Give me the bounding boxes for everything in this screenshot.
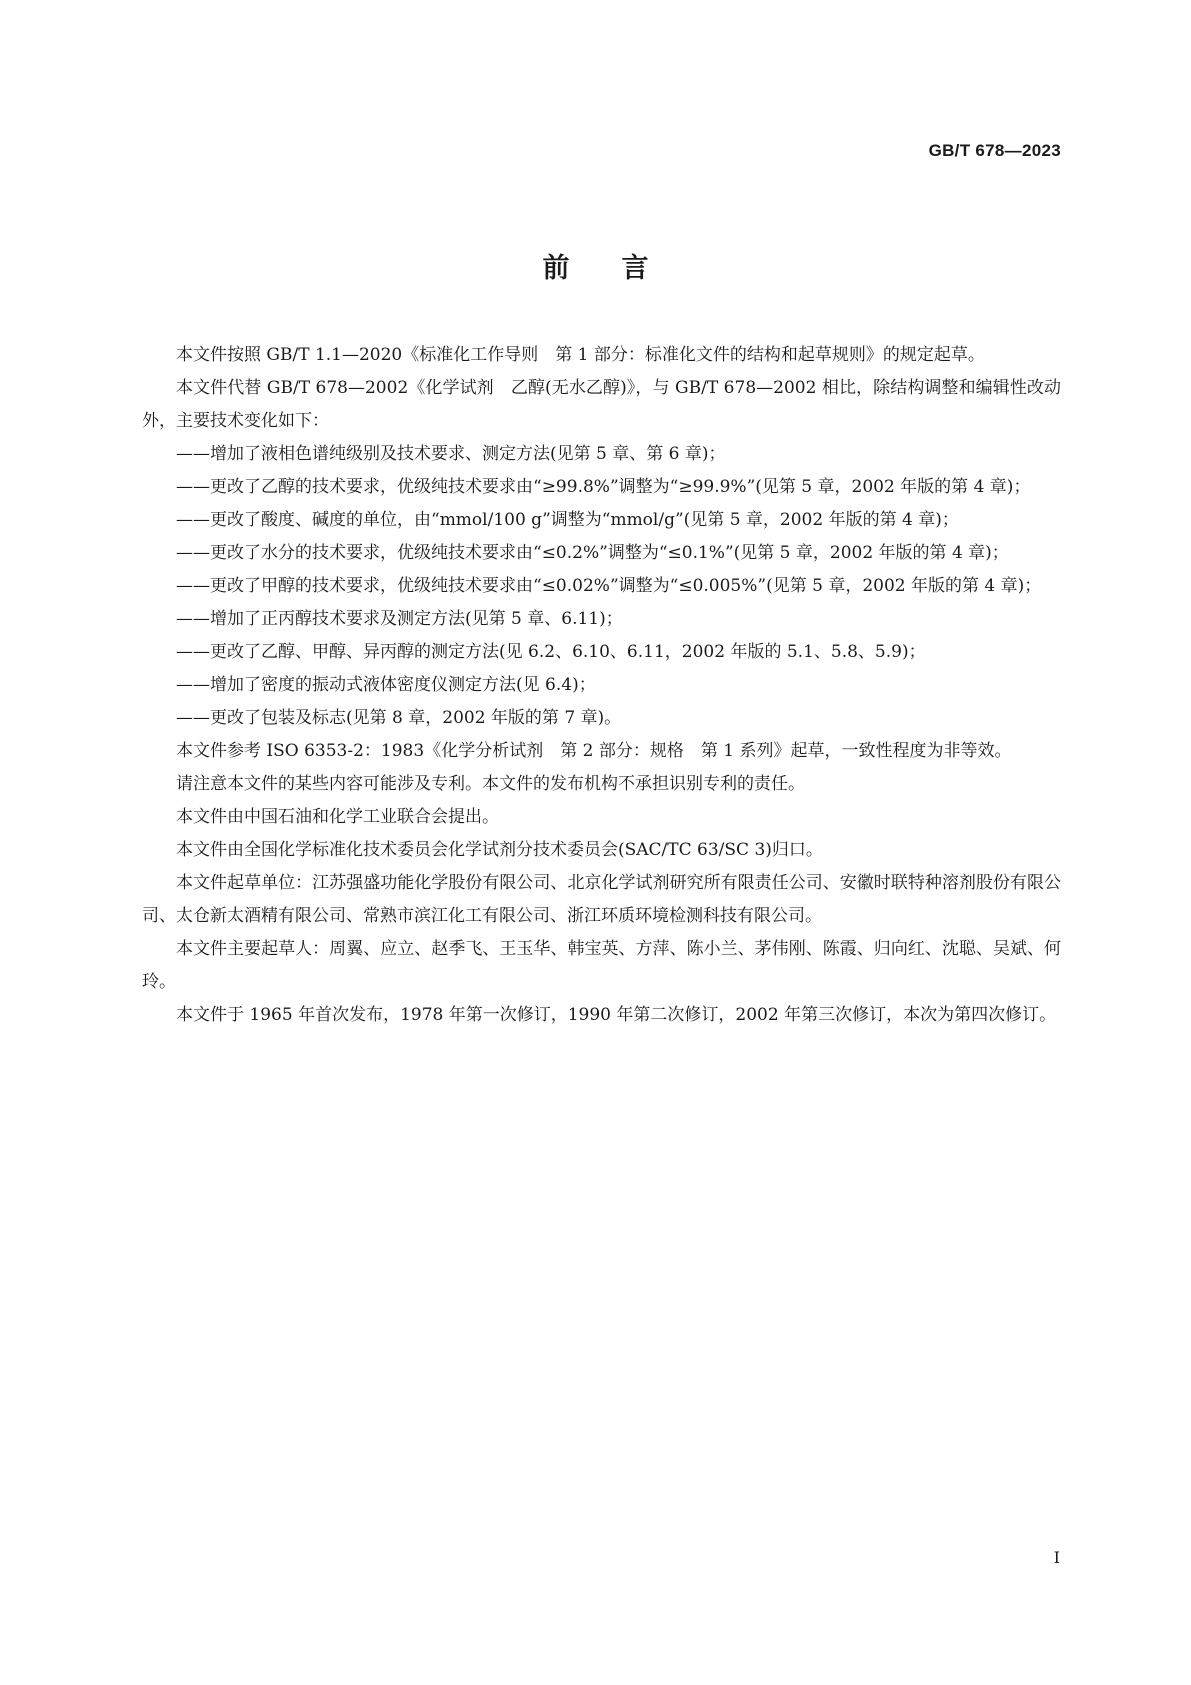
change-item: ——更改了乙醇、甲醇、异丙醇的测定方法(见 6.2、6.10、6.11，2002 年版的 5.1、5.8、5.9)； (176, 642, 926, 662)
change-item: ——增加了密度的振动式液体密度仪测定方法(见 6.4)； (176, 675, 596, 695)
paragraph-revision-history: 本文件于 1965 年首次发布，1978 年第一次修订，1990 年第二次修订，2002 年第三次修订，本次为第四次修订。 (176, 1005, 1057, 1025)
change-item: ——更改了乙醇的技术要求，优级纯技术要求由“≥99.8%”调整为“≥99.9%”(见第 5 章，2002 年版的第 4 章)； (176, 477, 1031, 497)
change-item: ——增加了正丙醇技术要求及测定方法(见第 5 章、6.11)； (176, 609, 623, 629)
page-title: 前言 (542, 253, 701, 284)
change-item: ——更改了甲醇的技术要求，优级纯技术要求由“≤0.02%”调整为“≤0.005%”(见第 5 章，2002 年版的第 4 章)； (176, 576, 1042, 596)
paragraph-technical-committee: 本文件由全国化学标准化技术委员会化学试剂分技术委员会(SAC/TC 63/SC 3)归口。 (176, 840, 823, 860)
paragraph-drafters: 本文件主要起草人：周翼、应立、赵季飞、王玉华、韩宝英、方萍、陈小兰、茅伟刚、陈霞、归向红、沈聪、吴斌、何玲。 (142, 939, 1061, 992)
paragraph-drafting-units: 本文件起草单位：江苏强盛功能化学股份有限公司、北京化学试剂研究所有限责任公司、安徽时联特种溶剂股份有限公司、太仓新太酒精有限公司、常熟市滨江化工有限公司、浙江环质环境检测科技有限公司。 (142, 873, 1061, 926)
change-item: ——增加了液相色谱纯级别及技术要求、测定方法(见第 5 章、第 6 章)； (176, 444, 726, 464)
paragraph-proposer: 本文件由中国石油和化学工业联合会提出。 (176, 807, 499, 827)
change-item: ——更改了酸度、碱度的单位，由“mmol/100 g”调整为“mmol/g”(见第 5 章，2002 年版的第 4 章)； (176, 510, 959, 530)
page-number: I (1053, 1548, 1060, 1567)
foreword-body (142, 339, 1061, 1032)
paragraph-drafting-rules: 本文件按照 GB/T 1.1—2020《标准化工作导则 第 1 部分：标准化文件的结构和起草规则》的规定起草。 (176, 345, 985, 365)
change-item: ——更改了水分的技术要求，优级纯技术要求由“≤0.2%”调整为“≤0.1%”(见第 5 章，2002 年版的第 4 章)； (176, 543, 1009, 563)
paragraph-iso-reference: 本文件参考 ISO 6353-2：1983《化学分析试剂 第 2 部分：规格 第 1 系列》起草，一致性程度为非等效。 (176, 741, 1012, 761)
paragraph-replacement: 本文件代替 GB/T 678—2002《化学试剂 乙醇(无水乙醇)》，与 GB/T 678—2002 相比，除结构调整和编辑性改动外，主要技术变化如下： (142, 378, 1061, 431)
document-code: GB/T 678—2023 (928, 141, 1061, 160)
paragraph-patent-notice: 请注意本文件的某些内容可能涉及专利。本文件的发布机构不承担识别专利的责任。 (176, 774, 805, 794)
change-item: ——更改了包装及标志(见第 8 章，2002 年版的第 7 章)。 (176, 708, 622, 728)
